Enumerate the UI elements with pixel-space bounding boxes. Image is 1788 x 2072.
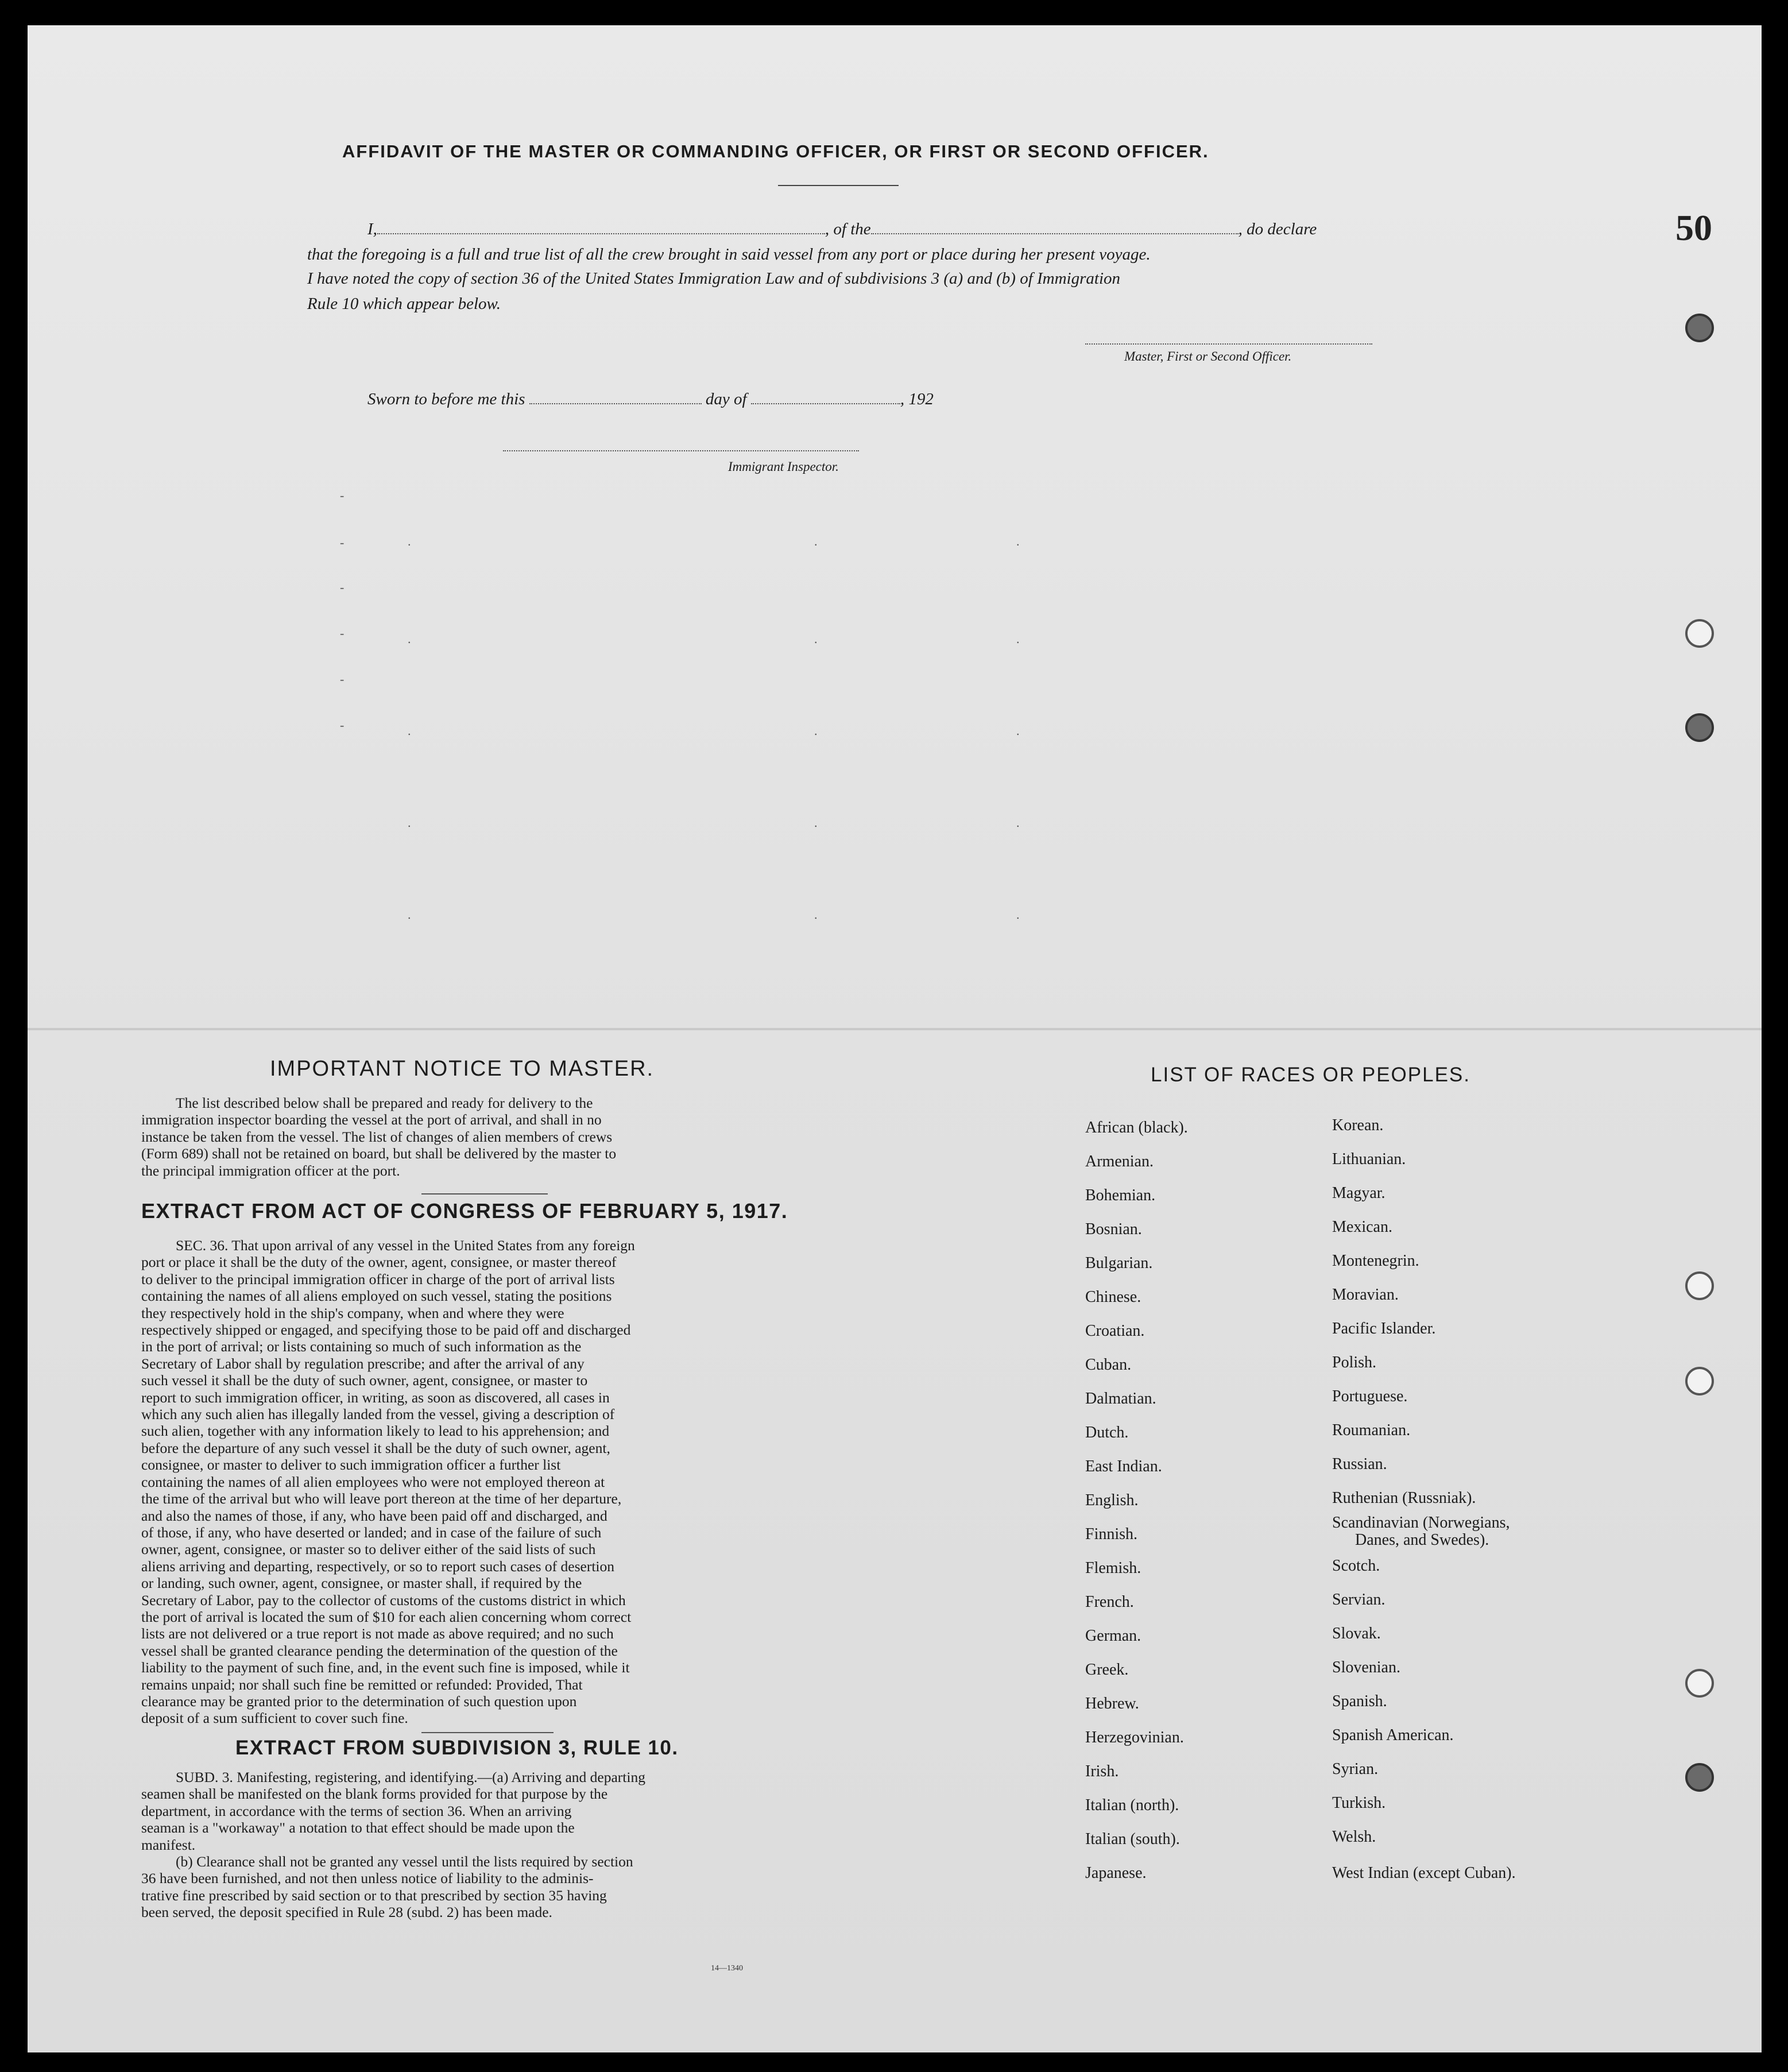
tick-mark: . <box>814 632 818 646</box>
sworn-line <box>367 386 934 412</box>
sworn-text: Sworn to before me this <box>367 390 525 408</box>
tick-mark: - <box>340 488 345 502</box>
race-item: Chinese. <box>1085 1288 1141 1306</box>
act-line: liability to the payment of such fine, and, in the event such fine is imposed, while it <box>141 1659 630 1676</box>
race-item: Slovak. <box>1332 1625 1381 1642</box>
name-blank <box>377 233 825 234</box>
punch-hole-icon <box>1685 1669 1714 1698</box>
act-line: vessel shall be granted clearance pending the determination of the question of the <box>141 1642 618 1659</box>
race-item: Scotch. <box>1332 1557 1380 1575</box>
rule-line: SUBD. 3. Manifesting, registering, and identifying.—(a) Arriving and departing <box>176 1769 645 1785</box>
act-line: respectively shipped or engaged, and specifying those to be paid off and discharged <box>141 1321 631 1339</box>
act-line: which any such alien has illegally landed from the vessel, giving a description of <box>141 1406 615 1423</box>
race-item: Herzegovinian. <box>1085 1729 1184 1746</box>
races-title: LIST OF RACES OR PEOPLES. <box>1151 1064 1471 1086</box>
race-item: Moravian. <box>1332 1286 1399 1304</box>
race-item: Dalmatian. <box>1085 1390 1156 1408</box>
race-item: Italian (north). <box>1085 1796 1179 1814</box>
day-blank <box>529 403 702 404</box>
act-line: SEC. 36. That upon arrival of any vessel in the United States from any foreign <box>176 1237 635 1254</box>
tick-mark: - <box>340 672 345 686</box>
race-item: West Indian (except Cuban). <box>1332 1864 1516 1882</box>
race-item: Hebrew. <box>1085 1695 1139 1713</box>
form-number: 14—1340 <box>711 1964 743 1973</box>
act-line: to deliver to the principal immigration officer in charge of the port of arrival lists <box>141 1270 615 1288</box>
race-item: Armenian. <box>1085 1153 1154 1170</box>
race-item: Japanese. <box>1085 1864 1147 1882</box>
act-line: the port of arrival is located the sum of $10 for each alien concerning whom correct <box>141 1608 632 1625</box>
race-item: Bosnian. <box>1085 1220 1142 1238</box>
race-item: Servian. <box>1332 1591 1385 1609</box>
race-item: Dutch. <box>1085 1424 1129 1441</box>
inspector-caption: Immigrant Inspector. <box>728 459 839 474</box>
master-signature-line <box>1085 343 1372 345</box>
act-line: of those, if any, who have deserted or landed; and in case of the failure of such <box>141 1524 602 1541</box>
punch-hole-icon <box>1685 1763 1714 1792</box>
notice-line: immigration inspector boarding the vessel at the port of arrival, and shall in no <box>141 1111 602 1128</box>
rule-line: department, in accordance with the terms of section 36. When an arriving <box>141 1802 572 1819</box>
rule-line: (b) Clearance shall not be granted any vessel until the lists required by section <box>176 1853 633 1870</box>
race-item: Bulgarian. <box>1085 1254 1153 1272</box>
race-item: Spanish American. <box>1332 1726 1454 1744</box>
notice-title: IMPORTANT NOTICE TO MASTER. <box>270 1057 655 1081</box>
tick-mark: . <box>408 534 411 548</box>
affidavit-of-the: , of the <box>825 220 871 238</box>
act-extract-title: EXTRACT FROM ACT OF CONGRESS OF FEBRUARY 5, 1917. <box>141 1199 788 1223</box>
race-item: Greek. <box>1085 1661 1129 1679</box>
act-line: or landing, such owner, agent, consignee, or master shall, if required by the <box>141 1575 582 1592</box>
rule-line: seaman is a "workaway" a notation to that effect should be made upon the <box>141 1819 575 1837</box>
race-item: Turkish. <box>1332 1794 1386 1812</box>
race-item: Scandinavian (Norwegians, <box>1332 1514 1510 1532</box>
act-line: report to such immigration officer, in writing, as soon as discovered, all cases in <box>141 1389 610 1406</box>
rule-line: 36 have been furnished, and not then unless notice of liability to the adminis- <box>141 1870 594 1887</box>
act-line: before the departure of any such vessel it shall be the duty of such owner, agent, <box>141 1439 610 1456</box>
notice-line: (Form 689) shall not be retained on board, but shall be delivered by the master to <box>141 1145 617 1162</box>
section-rule <box>421 1732 554 1733</box>
race-item: Russian. <box>1332 1455 1387 1473</box>
race-item: Montenegrin. <box>1332 1252 1419 1270</box>
race-item: Magyar. <box>1332 1184 1385 1202</box>
act-line: in the port of arrival; or lists containing so much of such information as the <box>141 1338 582 1355</box>
inspector-signature-line <box>503 450 859 451</box>
act-line: containing the names of all aliens employed on such vessel, stating the positions <box>141 1288 612 1305</box>
race-item: French. <box>1085 1593 1134 1611</box>
act-line: such vessel it shall be the duty of such owner, agent, consignee, or master to <box>141 1372 588 1389</box>
notice-line: instance be taken from the vessel. The list of changes of alien members of crews <box>141 1128 613 1145</box>
punch-hole-icon <box>1685 619 1714 648</box>
tick-mark: . <box>408 724 411 738</box>
race-item: Danes, and Swedes). <box>1355 1531 1489 1549</box>
race-item: Pacific Islander. <box>1332 1320 1436 1337</box>
notice-line: the principal immigration officer at the port. <box>141 1162 400 1179</box>
punch-hole-icon <box>1685 314 1714 342</box>
race-item: Ruthenian (Russniak). <box>1332 1489 1476 1507</box>
tick-mark: . <box>408 632 411 646</box>
tick-mark: - <box>340 718 345 732</box>
tick-mark: . <box>408 815 411 830</box>
month-blank <box>751 403 900 404</box>
race-item: English. <box>1085 1491 1139 1509</box>
affidavit-line-3: I have noted the copy of section 36 of the United States Immigration Law and of subdivisions 3 (a) and (b) of Immigration <box>307 269 1121 288</box>
tick-mark: . <box>1016 724 1020 738</box>
affidavit-declare: , do declare <box>1238 220 1317 238</box>
race-item: Spanish. <box>1332 1692 1387 1710</box>
race-item: Slovenian. <box>1332 1659 1400 1676</box>
act-line: consignee, or master to deliver to such immigration officer a further list <box>141 1456 561 1474</box>
act-line: deposit of a sum sufficient to cover such fine. <box>141 1710 408 1727</box>
act-line: remains unpaid; nor shall such fine be remitted or refunded: Provided, That <box>141 1676 583 1693</box>
vessel-blank <box>871 233 1239 234</box>
tick-mark: . <box>814 534 818 548</box>
tick-mark: - <box>340 535 345 550</box>
affidavit-i: I, <box>367 220 377 238</box>
race-item: Croatian. <box>1085 1322 1145 1340</box>
master-caption: Master, First or Second Officer. <box>1124 349 1292 364</box>
fold-line <box>28 1028 1762 1030</box>
act-line: Secretary of Labor shall by regulation prescribe; and after the arrival of any <box>141 1355 585 1372</box>
tick-mark: . <box>1016 632 1020 646</box>
notice-body <box>141 1095 779 1179</box>
act-line: and also the names of those, if any, who have been paid off and discharged, and <box>141 1507 607 1524</box>
act-line: the time of the arrival but who will leave port thereon at the time of her departure, <box>141 1490 622 1507</box>
race-item: Korean. <box>1332 1116 1384 1134</box>
act-line: lists are not delivered or a true report is not made as above required; and no such <box>141 1625 614 1642</box>
rule-extract-body <box>141 1769 779 1921</box>
act-line: they respectively hold in the ship's company, when and where they were <box>141 1304 564 1321</box>
rule-line: manifest. <box>141 1836 196 1853</box>
race-item: Mexican. <box>1332 1218 1392 1236</box>
race-item: Cuban. <box>1085 1356 1132 1374</box>
day-of-text: day of <box>705 390 747 408</box>
punch-hole-icon <box>1685 1367 1714 1395</box>
race-item: Italian (south). <box>1085 1830 1180 1848</box>
race-item: Syrian. <box>1332 1760 1379 1778</box>
rule-extract-title: EXTRACT FROM SUBDIVISION 3, RULE 10. <box>235 1737 679 1759</box>
race-item: Welsh. <box>1332 1828 1376 1846</box>
act-extract-body <box>141 1237 779 1727</box>
tick-mark: - <box>340 580 345 594</box>
act-line: such alien, together with any information likely to lead to his apprehension; and <box>141 1422 610 1440</box>
tick-mark: - <box>340 626 345 640</box>
punch-hole-icon <box>1685 713 1714 742</box>
race-item: Irish. <box>1085 1762 1119 1780</box>
affidavit-line-4: Rule 10 which appear below. <box>307 295 501 313</box>
act-line: clearance may be granted prior to the determination of such question upon <box>141 1692 577 1710</box>
affidavit-line-2: that the foregoing is a full and true list of all the crew brought in said vessel from any port or place during her present voyage. <box>307 245 1151 264</box>
race-item: Portuguese. <box>1332 1387 1408 1405</box>
tick-mark: . <box>814 724 818 738</box>
punch-hole-icon <box>1685 1271 1714 1300</box>
race-item: Flemish. <box>1085 1559 1141 1577</box>
tick-mark: . <box>1016 907 1020 922</box>
act-line: Secretary of Labor, pay to the collector of customs of the customs district in which <box>141 1591 626 1609</box>
race-item: East Indian. <box>1085 1458 1162 1475</box>
section-rule <box>421 1193 548 1195</box>
race-item: German. <box>1085 1627 1141 1645</box>
tick-mark: . <box>814 907 818 922</box>
act-line: port or place it shall be the duty of the owner, agent, consignee, or master thereof <box>141 1254 617 1271</box>
rule-line: seamen shall be manifested on the blank forms provided for that purpose by the <box>141 1785 608 1803</box>
race-item: Finnish. <box>1085 1525 1138 1543</box>
act-line: owner, agent, consignee, or master so to deliver either of the said lists of such <box>141 1541 596 1558</box>
tick-mark: . <box>814 815 818 830</box>
race-item: Polish. <box>1332 1354 1377 1371</box>
page-number-mark: 50 <box>1675 207 1712 248</box>
race-item: African (black). <box>1085 1119 1188 1136</box>
act-line: aliens arriving and departing, respectively, or so to report such cases of desertion <box>141 1557 614 1575</box>
rule-line: trative fine prescribed by said section or to that prescribed by section 35 having <box>141 1887 607 1904</box>
year-text: , 192 <box>900 390 934 408</box>
notice-line: The list described below shall be prepared and ready for delivery to the <box>176 1095 593 1111</box>
tick-mark: . <box>408 907 411 922</box>
race-item: Roumanian. <box>1332 1421 1411 1439</box>
rule-line: been served, the deposit specified in Rule 28 (subd. 2) has been made. <box>141 1904 552 1921</box>
act-line: containing the names of all alien employees who were not employed thereon at <box>141 1473 605 1490</box>
race-item: Bohemian. <box>1085 1186 1156 1204</box>
tick-mark: . <box>1016 815 1020 830</box>
race-item: Lithuanian. <box>1332 1150 1406 1168</box>
title-rule <box>778 185 899 186</box>
tick-mark: . <box>1016 534 1020 548</box>
affidavit-line-1 <box>367 216 1378 242</box>
affidavit-title: AFFIDAVIT OF THE MASTER OR COMMANDING OFFICER, OR FIRST OR SECOND OFFICER. <box>342 141 1209 161</box>
